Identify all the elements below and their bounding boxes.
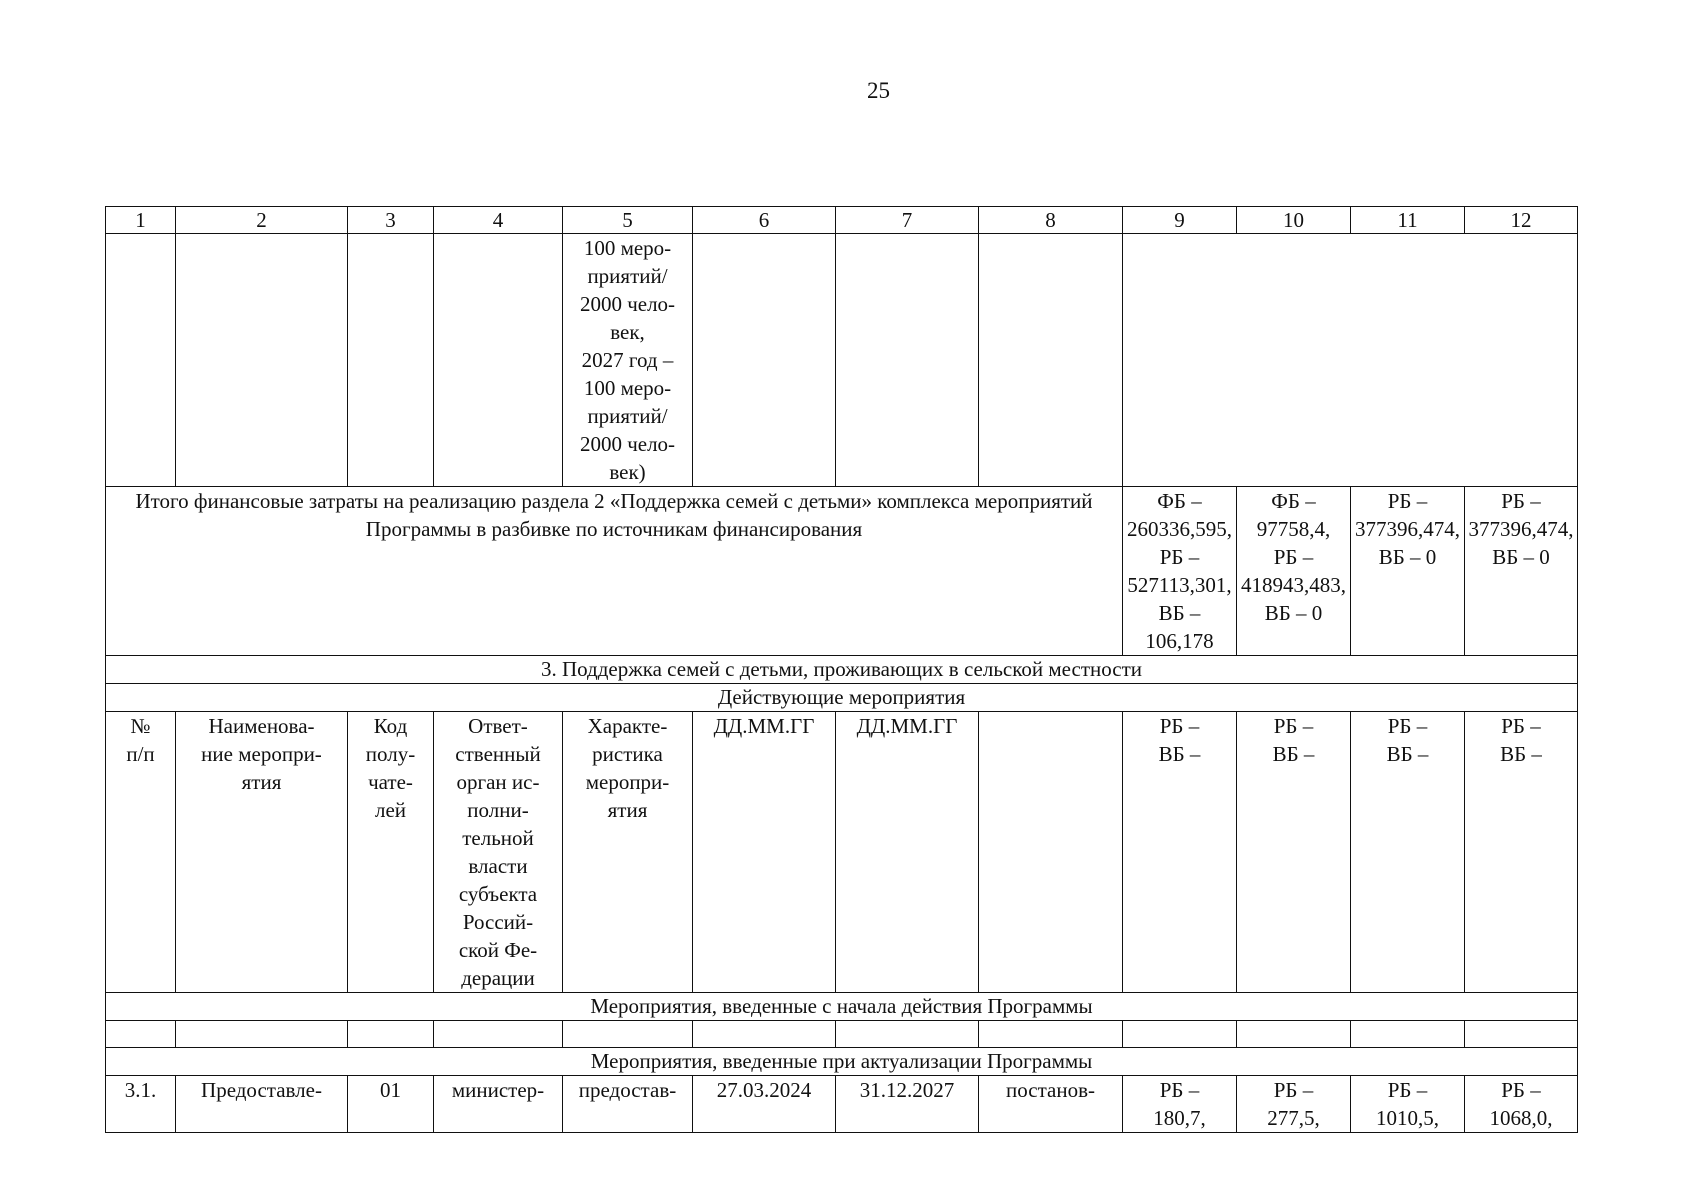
total-row: [106, 487, 1578, 656]
column-number-row: [106, 207, 1578, 234]
characteristic-header-text: Характе- ристика меропри- ятия: [585, 714, 670, 822]
total-col9: [1123, 487, 1237, 656]
section-3-row: [106, 656, 1578, 684]
column-number-3: 3: [348, 207, 434, 234]
column-number-2: 2: [176, 207, 348, 234]
measure-number: 3.1.: [106, 1076, 176, 1133]
total-label: Итого финансовые затраты на реализацию раздела 2 «Поддержка семей с детьми» комплекса мероприятий Программы в разбивке по источникам финансирования: [106, 487, 1123, 656]
column-number-8: 8: [979, 207, 1123, 234]
cell: [979, 234, 1123, 487]
cell: [348, 1021, 434, 1048]
recipient-code-header-text: Код полу- чате- лей: [365, 714, 416, 822]
number-header: [106, 712, 176, 993]
continuation-characteristic: [563, 234, 693, 487]
total-col10: [1237, 487, 1351, 656]
column-number-6: 6: [693, 207, 836, 234]
cell: [176, 234, 348, 487]
measure-name-header: [176, 712, 348, 993]
finance-col9-text: РБ – 180,7,: [1153, 1078, 1206, 1130]
active-col12: [1465, 712, 1578, 993]
active-measures-title: Действующие мероприятия: [106, 684, 1578, 712]
continuation-row: [106, 234, 1578, 487]
finance-col12: [1465, 1076, 1578, 1133]
active-measures-row: [106, 684, 1578, 712]
measure-name: Предоставле-: [176, 1076, 348, 1133]
blank-row: [106, 1021, 1578, 1048]
page-number: 25: [867, 78, 890, 103]
active-col12-text: РБ – ВБ –: [1500, 714, 1542, 766]
total-col9-text: ФБ – 260336,595, РБ – 527113,301, ВБ – 106,178: [1127, 489, 1232, 653]
cell: [979, 712, 1123, 993]
cell: [176, 1021, 348, 1048]
cell: [563, 1021, 693, 1048]
finance-col9: [1123, 1076, 1237, 1133]
cell: [348, 234, 434, 487]
total-col11-text: РБ – 377396,474, ВБ – 0: [1355, 489, 1460, 569]
cell: [106, 1021, 176, 1048]
column-number-9: 9: [1123, 207, 1237, 234]
finance-col11: [1351, 1076, 1465, 1133]
characteristic-header: [563, 712, 693, 993]
cell: [836, 234, 979, 487]
active-col10-text: РБ – ВБ –: [1272, 714, 1315, 766]
total-col11: [1351, 487, 1465, 656]
active-col11-text: РБ – ВБ –: [1386, 714, 1429, 766]
responsible-body: министер-: [434, 1076, 563, 1133]
updated-measures-title: Мероприятия, введенные при актуализации Программы: [106, 1048, 1578, 1076]
start-date-header: ДД.ММ.ГГ: [693, 712, 836, 993]
responsible-body-header-text: Ответ- ственный орган ис- полни- тельной власти субъекта Россий- ской Фе- дерации: [455, 714, 541, 990]
cell: [434, 234, 563, 487]
finance-col11-text: РБ – 1010,5,: [1376, 1078, 1439, 1130]
introduced-measures-title: Мероприятия, введенные с начала действия Программы: [106, 993, 1578, 1021]
column-number-1: 1: [106, 207, 176, 234]
cell: [693, 234, 836, 487]
column-number-12: 12: [1465, 207, 1578, 234]
number-header-text: № п/п: [126, 714, 155, 766]
start-date: 27.03.2024: [693, 1076, 836, 1133]
cell: [1465, 1021, 1578, 1048]
cell: [836, 1021, 979, 1048]
finance-col12-text: РБ – 1068,0,: [1489, 1078, 1553, 1130]
finance-col10-text: РБ – 277,5,: [1267, 1078, 1320, 1130]
cell: [1351, 1021, 1465, 1048]
finance-col10: [1237, 1076, 1351, 1133]
column-number-11: 11: [1351, 207, 1465, 234]
legal-basis: постанов-: [979, 1076, 1123, 1133]
column-number-10: 10: [1237, 207, 1351, 234]
cell: [434, 1021, 563, 1048]
cell: [979, 1021, 1123, 1048]
cell: [106, 234, 176, 487]
total-col10-text: ФБ – 97758,4, РБ – 418943,483, ВБ – 0: [1241, 489, 1346, 625]
recipient-code: 01: [348, 1076, 434, 1133]
active-col11: [1351, 712, 1465, 993]
measure-characteristic: предостав-: [563, 1076, 693, 1133]
total-col12-text: РБ – 377396,474, ВБ – 0: [1468, 489, 1574, 569]
active-col9-text: РБ – ВБ –: [1158, 714, 1201, 766]
total-col12: [1465, 487, 1578, 656]
measure-3-1-row: [106, 1076, 1578, 1133]
cell: [1123, 1021, 1237, 1048]
updated-measures-row: [106, 1048, 1578, 1076]
end-date: 31.12.2027: [836, 1076, 979, 1133]
column-number-5: 5: [563, 207, 693, 234]
continuation-characteristic-text: 100 меро- приятий/ 2000 чело- век, 2027 год – 100 меро- приятий/ 2000 чело- век): [579, 236, 676, 484]
program-table: [105, 206, 1578, 1133]
cell: [1237, 1021, 1351, 1048]
section-3-title: 3. Поддержка семей с детьми, проживающих в сельской местности: [106, 656, 1578, 684]
active-measures-header-row: [106, 712, 1578, 993]
recipient-code-header: [348, 712, 434, 993]
merged-finance-cell: [1123, 234, 1578, 487]
end-date-header: ДД.ММ.ГГ: [836, 712, 979, 993]
column-number-7: 7: [836, 207, 979, 234]
cell: [693, 1021, 836, 1048]
responsible-body-header: [434, 712, 563, 993]
introduced-measures-row: [106, 993, 1578, 1021]
measure-name-header-text: Наименова- ние меропри- ятия: [201, 714, 322, 794]
active-col10: [1237, 712, 1351, 993]
active-col9: [1123, 712, 1237, 993]
column-number-4: 4: [434, 207, 563, 234]
